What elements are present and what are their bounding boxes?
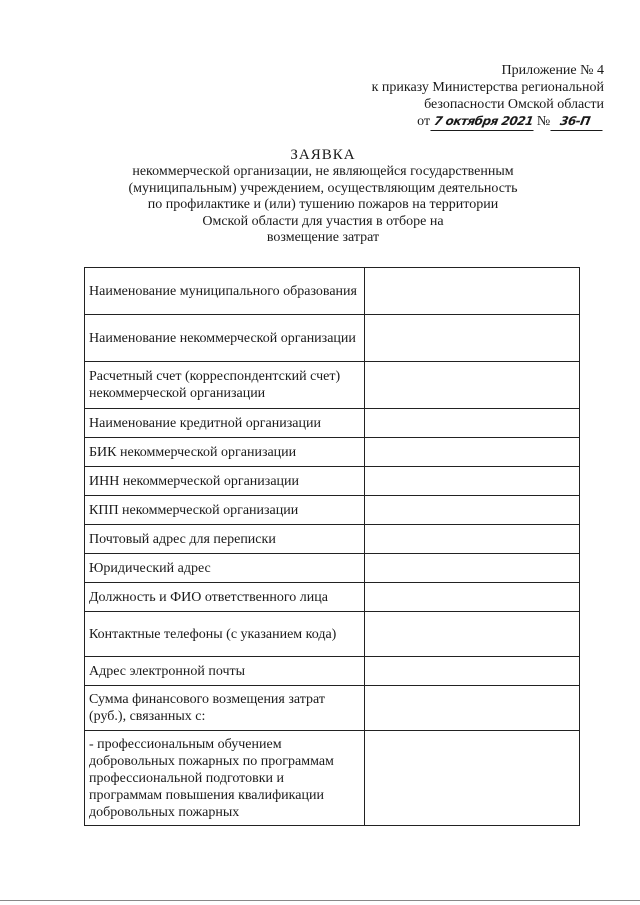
field-label: Сумма финансового возмещения затрат (руб.), связанных с: (85, 686, 365, 731)
field-value[interactable] (365, 268, 580, 315)
field-value[interactable] (365, 731, 580, 826)
field-label: Контактные телефоны (с указанием кода) (85, 612, 365, 657)
field-label: Расчетный счет (корреспондентский счет) некоммерческой организации (85, 362, 365, 409)
field-value[interactable] (365, 554, 580, 583)
field-value[interactable] (365, 686, 580, 731)
field-label: КПП некоммерческой организации (85, 496, 365, 525)
title-line-2: (муниципальным) учреждением, осуществляющим деятельность (128, 180, 518, 196)
field-value[interactable] (365, 467, 580, 496)
field-value[interactable] (365, 438, 580, 467)
table-row (85, 583, 580, 612)
table-row (85, 467, 580, 496)
table-row (85, 268, 580, 315)
appendix-number: Приложение № 4 (501, 63, 604, 78)
table-row (85, 731, 580, 826)
table-row (85, 409, 580, 438)
table-row (85, 362, 580, 409)
table-row (85, 315, 580, 362)
title-line-5: возмещение затрат (266, 230, 380, 245)
field-label: Почтовый адрес для переписки (85, 525, 365, 554)
appendix-header (372, 62, 604, 131)
field-label: Наименование кредитной организации (85, 409, 365, 438)
field-label: Наименование муниципального образования (85, 268, 365, 315)
field-label: Адрес электронной почты (85, 657, 365, 686)
field-label: - профессиональным обучением добровольных пожарных по программам профессиональной подготовки и программам повышения квалификации добровольных пожарных (85, 731, 365, 826)
title-line-1: некоммерческой организации, не являющейся государственным (132, 164, 514, 179)
field-label: Наименование некоммерческой организации (85, 315, 365, 362)
table-row (85, 657, 580, 686)
table-row (85, 438, 580, 467)
order-date-number (372, 113, 604, 131)
ministry-name: безопасности Омской области (424, 97, 604, 112)
field-label: ИНН некоммерческой организации (85, 467, 365, 496)
page-bottom-divider (0, 900, 640, 901)
table-row (85, 686, 580, 731)
field-value[interactable] (365, 525, 580, 554)
table-row (85, 612, 580, 657)
field-value[interactable] (365, 496, 580, 525)
field-value[interactable] (365, 583, 580, 612)
field-label: Должность и ФИО ответственного лица (85, 583, 365, 612)
field-value[interactable] (365, 612, 580, 657)
document-title (80, 146, 566, 247)
field-value[interactable] (365, 657, 580, 686)
field-value[interactable] (365, 409, 580, 438)
handwritten-date: 7 октября 2021 (430, 113, 536, 131)
table-row (85, 554, 580, 583)
order-reference: к приказу Министерства региональной (371, 80, 604, 95)
number-prefix: № (536, 114, 551, 129)
title-line-4: Омской области для участия в отборе на (202, 213, 444, 229)
table-row (85, 496, 580, 525)
field-value[interactable] (365, 362, 580, 409)
title-heading: ЗАЯВКА (290, 147, 356, 163)
application-form-table (84, 267, 580, 826)
table-row (85, 525, 580, 554)
field-value[interactable] (365, 315, 580, 362)
field-label: Юридический адрес (85, 554, 365, 583)
from-prefix: от (417, 114, 431, 129)
title-line-3: по профилактике и (или) тушению пожаров на территории (147, 197, 499, 212)
handwritten-number: 36-П (551, 113, 606, 131)
field-label: БИК некоммерческой организации (85, 438, 365, 467)
